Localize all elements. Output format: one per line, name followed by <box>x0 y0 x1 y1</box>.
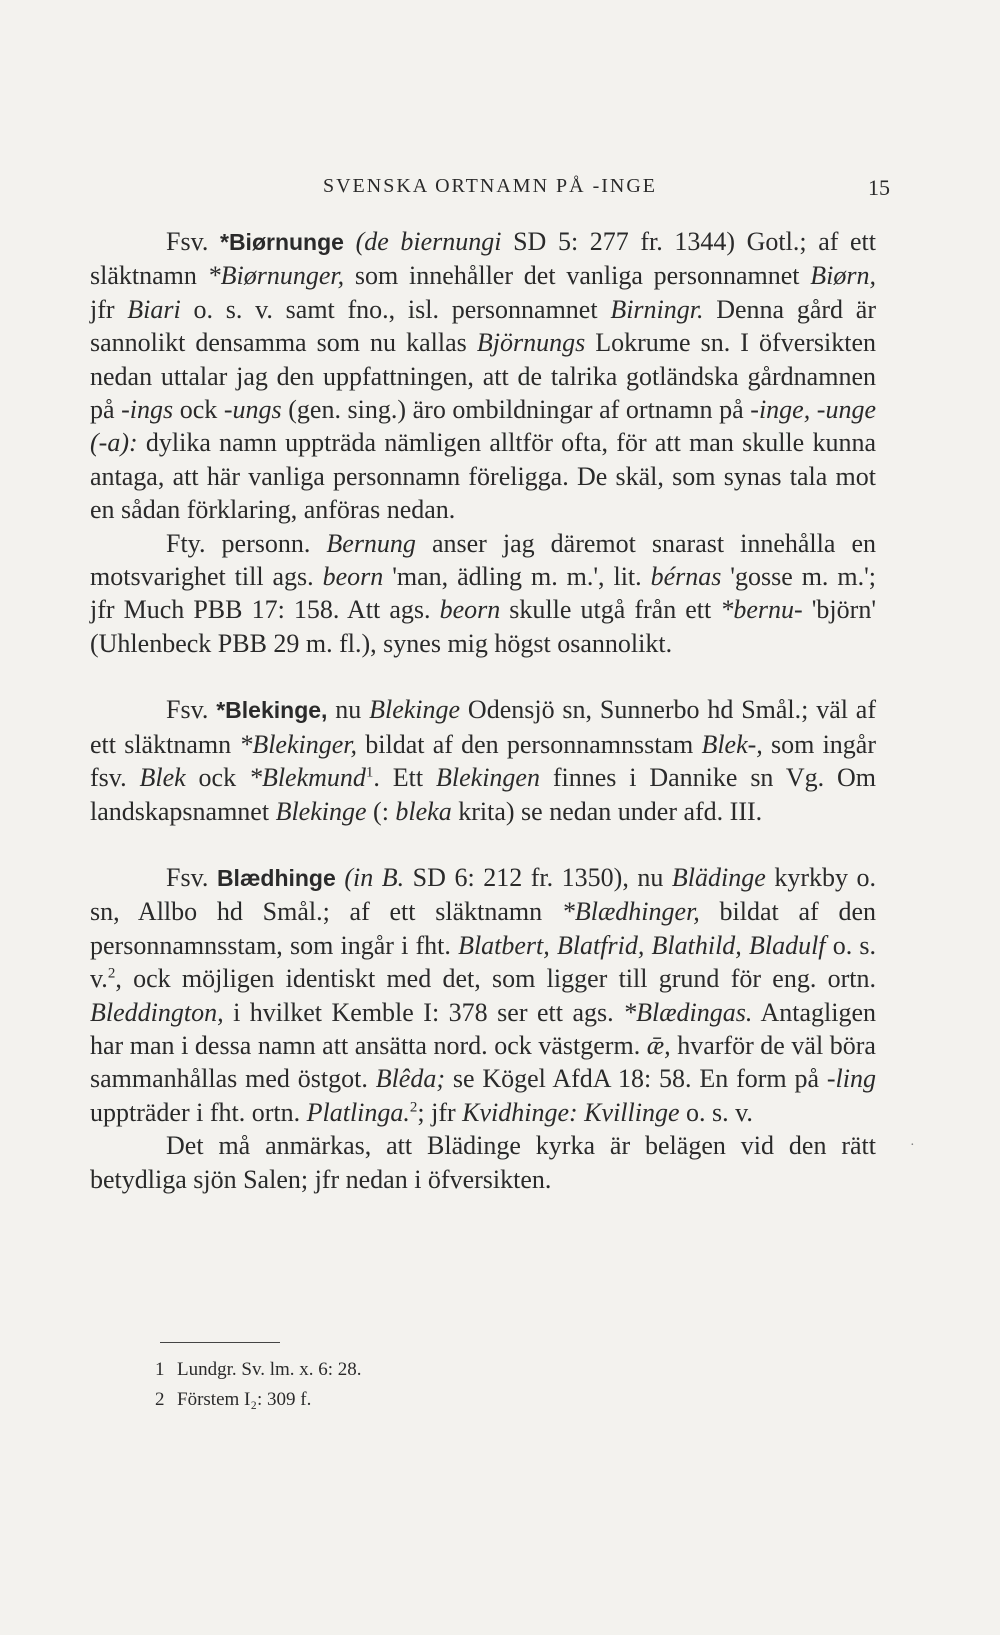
body-text <box>90 225 876 1196</box>
text-run: o. s. v. samt fno., isl. personnamnet <box>180 294 611 324</box>
text-run: ock <box>185 763 249 793</box>
text-run: krita) se nedan under afd. III. <box>451 796 763 826</box>
paragraph-gap <box>90 660 876 693</box>
italic-term: Blädinge <box>671 862 766 892</box>
text-run: som innehåller det vanliga personnamnet <box>344 261 811 291</box>
italic-term: Blatbert, Blatfrid, Blathild, Bladulf <box>458 930 826 960</box>
footnote-ref: 2 <box>409 1099 418 1116</box>
text-run: Fsv. <box>166 695 217 725</box>
paragraph-gap <box>90 828 876 861</box>
italic-term: *Blædingas. <box>623 997 753 1027</box>
text-run: i hvilket Kemble I: 378 ser ett ags. <box>223 997 624 1027</box>
italic-term: -ungs <box>223 395 282 425</box>
italic-term: Björnungs <box>476 328 586 358</box>
italic-term: *bernu- <box>720 595 803 625</box>
text-run: Odensjö sn, Sunnerbo hd Smål.; väl af ett släktnamn <box>90 695 876 759</box>
text-run: o. s. v. <box>90 930 876 994</box>
text-run: ock <box>173 395 224 425</box>
text-run: (gen. sing.) äro ombildningar af ortnamn på <box>281 395 751 425</box>
text-run: SD 6: 212 fr. 1350), nu <box>404 862 672 892</box>
italic-term: Blêda; <box>375 1064 445 1094</box>
italic-term: Bleddington, <box>90 997 224 1027</box>
italic-term: Bernung <box>326 528 416 558</box>
italic-term: Blekinge <box>369 695 461 725</box>
text-run: dylika namn uppträda nämligen alltför ofta, för att man skulle kunna antaga, att här vanliga personnamn föreligga. De skäl, som synas tala mot en sådan förklaring, anföras nedan. <box>90 428 876 525</box>
running-title: SVENSKA ORTNAMN PÅ -INGE <box>322 175 658 197</box>
italic-term: *Blædhinger, <box>561 897 700 927</box>
footnote-divider <box>160 1342 280 1343</box>
text-run: uppträder i fht. ortn. <box>90 1097 307 1127</box>
text-run: hvarför de väl böra sammanhållas med östgot. <box>90 1030 876 1094</box>
italic-term: bleka <box>395 796 452 826</box>
italic-term: Biørn, <box>810 261 876 291</box>
text-run: Denna gård är sannolikt densamma som nu kallas <box>90 294 876 358</box>
italic-term: Blekingen <box>436 763 540 793</box>
ink-speck-mark: · <box>910 1138 915 1153</box>
italic-term: Platlinga. <box>306 1097 410 1127</box>
italic-term: Birningr. <box>610 294 704 324</box>
text-run: se Kögel AfdA 18: 58. En form på <box>445 1064 827 1094</box>
text-run: ; jfr <box>417 1097 463 1127</box>
text-run: o. s. v. <box>679 1097 753 1127</box>
text-run: nu <box>327 695 370 725</box>
text-run: . Ett <box>373 763 437 793</box>
text-run: 'björn' (Uhlenbeck PBB 29 m. fl.), synes mig högst osannolikt. <box>90 595 876 658</box>
italic-term: (in B. <box>344 862 405 892</box>
text-run: bildat af den personnamnsstam, som ingår i fht. <box>90 897 876 960</box>
italic-term: -ings <box>121 395 174 425</box>
text-run: bildat af den personnamnsstam <box>357 729 702 759</box>
italic-term: (de biernungi <box>355 227 502 256</box>
text-run: finnes i Dannike sn Vg. Om landskapsnamnet <box>90 763 876 826</box>
italic-term: *Blekmund <box>248 763 366 793</box>
page-number: 15 <box>868 175 890 200</box>
footnote-text: Förstem I₂: 309 f. <box>177 1389 312 1410</box>
paragraph-blaedhinge <box>90 861 876 1129</box>
italic-term: beorn <box>439 595 501 625</box>
italic-term: *Biørnunger, <box>207 261 345 291</box>
text-run: Det må anmärkas, att Blädinge kyrka är belägen vid den rätt betydliga sjön Salen; jfr nedan i öfversikten. <box>90 1131 876 1194</box>
headword: Blædhinge <box>216 864 336 891</box>
text-run: Antagligen har man i dessa namn att ansätta nord. ock västgerm. <box>90 997 876 1060</box>
italic-term: -inge, -unge (-a): <box>90 395 876 458</box>
text-run <box>344 227 356 256</box>
footnote-1 <box>155 1355 362 1385</box>
paragraph-blekinge <box>90 693 876 828</box>
footnote-number: 2 <box>155 1389 165 1410</box>
text-run: 'man, ädling m. m.', lit. <box>383 562 651 592</box>
paragraph-note <box>90 1129 876 1196</box>
text-run: anser jag däremot snarast innehålla en motsvarighet till ags. <box>90 528 876 592</box>
paragraph-biornunge <box>90 225 876 527</box>
text-run: som ingår fsv. <box>90 729 877 793</box>
page-header <box>90 175 890 205</box>
italic-term: beorn <box>322 562 384 592</box>
italic-term: ǣ, <box>646 1030 671 1060</box>
headword: *Blekinge, <box>216 697 328 724</box>
text-run: SD 5: 277 fr. 1344) Gotl.; af ett släktnamn <box>90 227 876 291</box>
italic-term: Blek-, <box>701 729 763 759</box>
text-run: 'gosse m. m.'; jfr Much PBB 17: 158. Att ags. <box>90 562 876 625</box>
text-run: Fsv. <box>166 862 217 892</box>
italic-term: Blekinge <box>275 796 367 826</box>
footnote-2 <box>155 1385 362 1415</box>
text-run: (: <box>366 796 396 826</box>
paragraph-bernung <box>90 527 876 661</box>
text-run: skulle utgå från ett <box>500 595 721 625</box>
text-run: , ock möjligen identiskt med det, som ligger till grund för eng. ortn. <box>115 964 876 994</box>
text-run: Fsv. <box>166 227 220 256</box>
footnotes <box>155 1355 362 1415</box>
text-run: jfr <box>90 294 128 324</box>
italic-term: -ling <box>826 1064 876 1094</box>
footnote-number: 1 <box>155 1359 165 1380</box>
footnote-ref: 2 <box>107 965 116 982</box>
footnote-ref: 1 <box>365 764 374 781</box>
text-run: Fty. personn. <box>166 528 327 558</box>
text-run: Lokrume sn. I öfversikten nedan uttalar jag den uppfattningen, att de talrika gotländska gårdnamnen på <box>90 328 876 425</box>
headword: *Biørnunge <box>220 229 344 255</box>
italic-term: Biari <box>127 294 181 324</box>
italic-term: Blek <box>139 763 186 793</box>
italic-term: Kvidhinge: Kvillinge <box>462 1097 680 1127</box>
footnote-text: Lundgr. Sv. lm. x. 6: 28. <box>177 1359 362 1380</box>
italic-term: *Blekinger, <box>239 729 358 759</box>
text-run: kyrkby o. sn, Allbo hd Smål.; af ett släktnamn <box>90 862 877 927</box>
italic-term: bérnas <box>650 562 722 592</box>
